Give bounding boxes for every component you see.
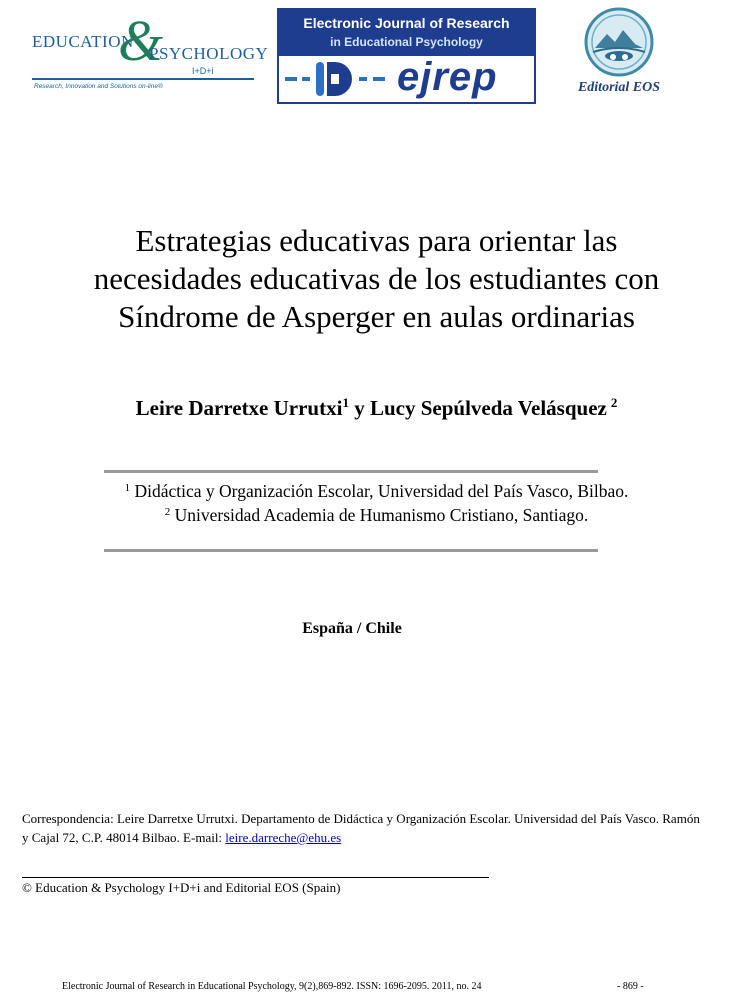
divider xyxy=(104,470,598,473)
ejrep-title-line2: in Educational Psychology xyxy=(330,35,483,49)
page-number: - 869 - xyxy=(617,981,644,992)
correspondence xyxy=(22,809,702,847)
title-line: Síndrome de Asperger en aulas ordinarias xyxy=(118,299,635,334)
email-link[interactable]: leire.darreche@ehu.es xyxy=(225,830,342,845)
editorial-eos-logo xyxy=(563,4,675,104)
affiliations xyxy=(0,479,753,527)
education-psychology-logo xyxy=(6,8,269,102)
author-connector: y xyxy=(348,396,370,420)
affiliation-number: 1 xyxy=(124,482,131,494)
ejrep-logo xyxy=(277,8,536,104)
ejrep-graphic-icon xyxy=(283,60,399,98)
affiliation-line xyxy=(0,479,753,503)
logo-word-psychology: PSYCHOLOGY xyxy=(149,44,269,63)
ejrep-banner xyxy=(279,10,534,56)
affiliation-text: Universidad Academia de Humanismo Cristiano, Santiago. xyxy=(174,505,589,525)
affiliation-marker: 2 xyxy=(610,395,618,410)
author-name: Leire Darretxe Urrutxi xyxy=(135,396,343,420)
affiliation-text: Didáctica y Organización Escolar, Universidad del País Vasco, Bilbao. xyxy=(134,481,629,501)
affiliation-number: 2 xyxy=(164,506,171,518)
title-line: necesidades educativas de los estudiantes con xyxy=(93,261,660,296)
logo-word-education: EDUCATION xyxy=(32,32,134,51)
logo-tagline: Research, Innovation and Solutions on-line® xyxy=(34,83,163,90)
logo-underline xyxy=(32,78,254,80)
running-footer: Electronic Journal of Research in Educational Psychology, 9(2),869-892. ISSN: 1696-2095. 2011, no. 24 xyxy=(62,981,482,992)
logo-ampersand: & xyxy=(118,8,164,73)
logo-suffix: I+D+i xyxy=(192,66,214,76)
correspondence-text: Correspondencia: Leire Darretxe Urrutxi. Departamento de Didáctica y Organización Escolar. Universidad del País Vasco. Ramón y Cajal 72, C.P. 48014 Bilbao. E-mail: xyxy=(22,811,700,845)
title-line: Estrategias educativas para orientar las xyxy=(135,223,618,258)
divider xyxy=(104,549,598,552)
author-name: Lucy Sepúlveda Velásquez xyxy=(369,396,607,420)
paper-title xyxy=(0,222,753,336)
country-line: España / Chile xyxy=(302,620,402,637)
eos-label: Editorial EOS xyxy=(577,80,661,95)
affiliation-marker: 1 xyxy=(342,395,349,410)
copyright-notice: © Education & Psychology I+D+i and Editorial EOS (Spain) xyxy=(22,880,341,895)
ejrep-wordmark: ejrep xyxy=(397,55,498,99)
eos-emblem-icon xyxy=(563,4,675,80)
author-list xyxy=(0,396,753,421)
affiliation-line xyxy=(0,503,753,527)
ejrep-title-line1: Electronic Journal of Research xyxy=(303,15,510,31)
footnote-rule xyxy=(22,877,489,878)
